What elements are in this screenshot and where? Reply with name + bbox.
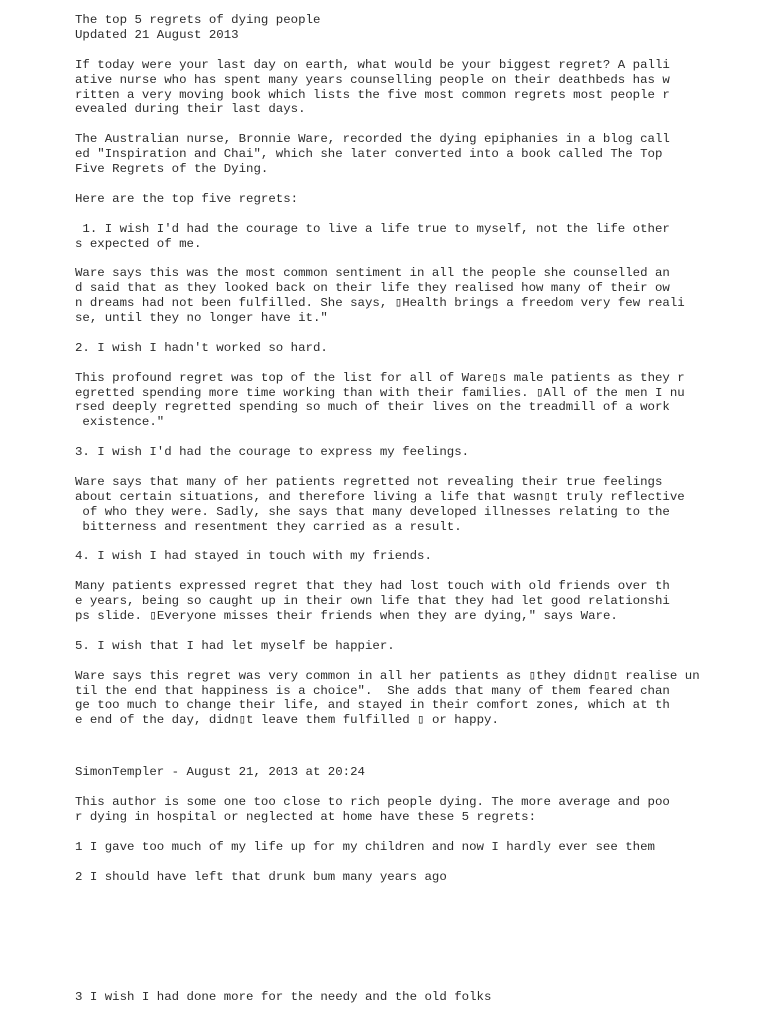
- regret-3-heading: 3. I wish I'd had the courage to express my feelings.: [75, 445, 470, 460]
- comment-item-2: 2 I should have left that drunk bum many years ago: [75, 869, 447, 884]
- regret-3-body: Ware says that many of her patients regretted not revealing their true feelings about certain situations, and therefore living a life that wasn▯t truly reflective of who they were. Sadly, she says that many developed illnesses relating to the bitterness and resentment they carried as a result.: [75, 474, 685, 534]
- list-intro: Here are the top five regrets:: [75, 191, 299, 206]
- source-paragraph: The Australian nurse, Bronnie Ware, recorded the dying epiphanies in a blog call ed "Inspiration and Chai", which she later converted into a book called The Top Five Regrets of the Dying.: [75, 132, 670, 177]
- comment-author: SimonTempler - August 21, 2013 at 20:24: [75, 765, 365, 780]
- regret-2-heading: 2. I wish I hadn't worked so hard.: [75, 340, 328, 355]
- comment-body: This author is some one too close to rich people dying. The more average and poo r dying in hospital or neglected at home have these 5 regrets:: [75, 795, 670, 824]
- regret-1-heading: 1. I wish I'd had the courage to live a life true to myself, not the life other s expected of me.: [75, 221, 670, 251]
- comment-item-3: 3 I wish I had done more for the needy and the old folks: [75, 989, 492, 1004]
- document-page: [75, 13, 755, 1004]
- article-title: The top 5 regrets of dying people: [75, 13, 321, 27]
- regret-2-body: This profound regret was top of the list for all of Ware▯s male patients as they r egretted spending more time working than with their families. ▯All of the men I nu rsed deeply regretted spending so much of their lives on the treadmill of a work existence.": [75, 370, 685, 430]
- spacer: [75, 728, 755, 765]
- updated-date: Updated 21 August 2013: [75, 27, 239, 42]
- regret-4-heading: 4. I wish I had stayed in touch with my friends.: [75, 549, 432, 564]
- intro-paragraph: If today were your last day on earth, what would be your biggest regret? A palli ative nurse who has spent many years counselling people on their deathbeds has w ritten a very moving book which lists the five most common regrets most people r evealed during their last days.: [75, 57, 670, 117]
- regret-5-heading: 5. I wish that I had let myself be happier.: [75, 638, 395, 653]
- regret-4-body: Many patients expressed regret that they had lost touch with old friends over th e years, being so caught up in their own life that they had let good relationshi ps slide. ▯Everyone misses their friends when they are dying," says Ware.: [75, 579, 670, 624]
- regret-5-body: Ware says this regret was very common in all her patients as ▯they didn▯t realise un til the end that happiness is a choice". She adds that many of them feared chan ge too much to change their life, and stayed in their comfort zones, which at th e end of the day, didn▯t leave them fulfilled ▯ or happy.: [75, 668, 700, 728]
- regret-1-body: Ware says this was the most common sentiment in all the people she counselled an d said that as they looked back on their life they realised how many of their ow n dreams had not been fulfilled. She says, ▯​Health brings a freedom very few reali se, until they no longer have it.": [75, 266, 685, 326]
- spacer: [75, 885, 755, 990]
- comment-item-1: 1 I gave too much of my life up for my children and now I hardly ever see them: [75, 839, 655, 854]
